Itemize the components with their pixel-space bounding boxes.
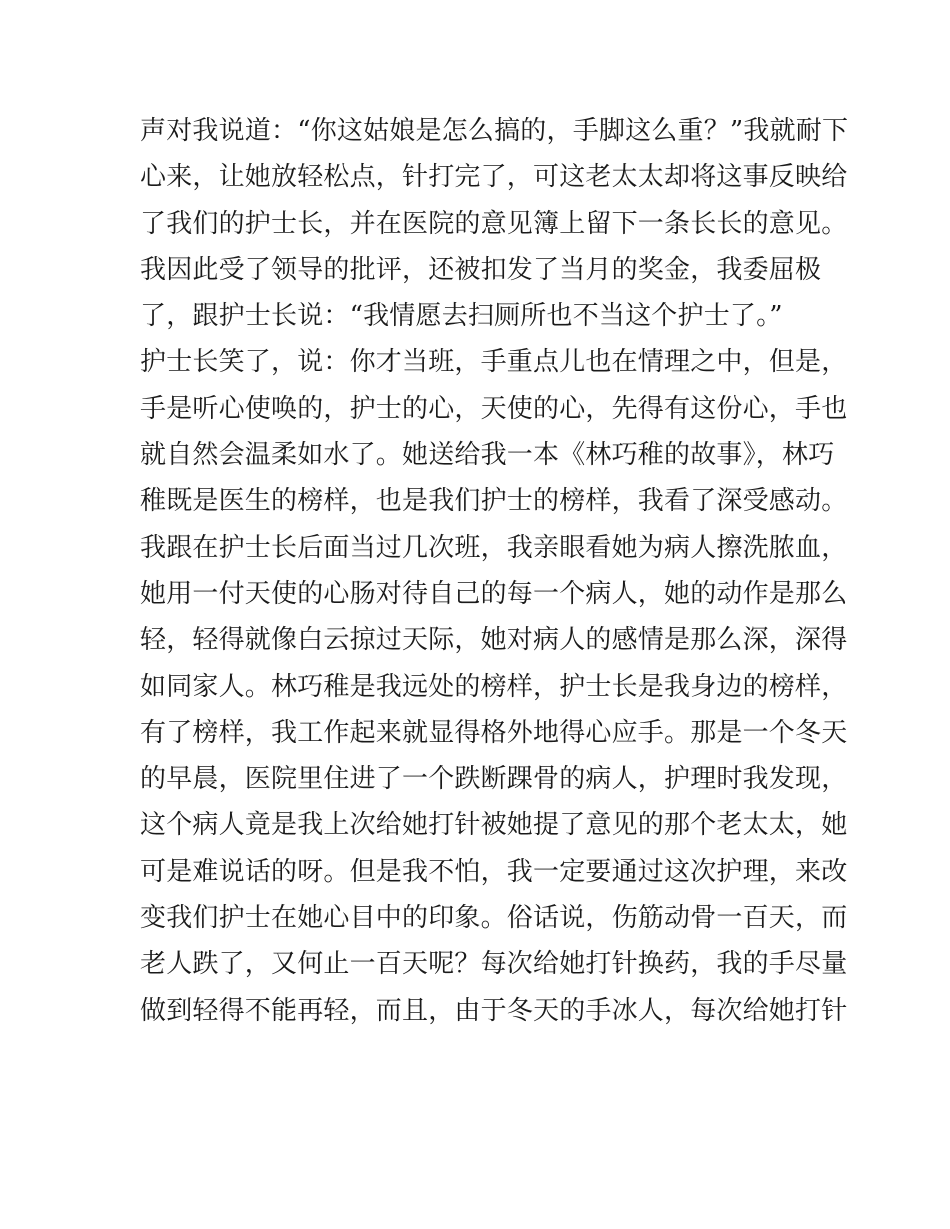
text-line-14: 有了榜样，我工作起来就显得格外地得心应手。那是一个冬天 xyxy=(140,717,848,748)
text-line-19: 老人跌了，又何止一百天呢？每次给她打针换药，我的手尽量 xyxy=(140,949,848,980)
text-line-16: 这个病人竟是我上次给她打针被她提了意见的那个老太太，她 xyxy=(140,810,848,841)
body-text xyxy=(140,108,849,1034)
text-line-7: 手是听心使唤的，护士的心，天使的心，先得有这份心，手也 xyxy=(140,393,848,424)
text-line-17: 可是难说话的呀。但是我不怕，我一定要通过这次护理，来改 xyxy=(140,856,848,887)
text-line-11: 她用一付天使的心肠对待自己的每一个病人，她的动作是那么 xyxy=(140,578,848,609)
text-line-1: 声对我说道：“你这姑娘是怎么搞的，手脚这么重？”我就耐下 xyxy=(140,116,849,146)
text-line-15: 的早晨，医院里住进了一个跌断踝骨的病人，护理时我发现， xyxy=(140,764,848,795)
text-line-8: 就自然会温柔如水了。她送给我一本《林巧稚的故事》，林巧 xyxy=(140,440,835,471)
text-line-12: 轻，轻得就像白云掠过天际，她对病人的感情是那么深，深得 xyxy=(140,625,848,656)
text-line-4: 我因此受了领导的批评，还被扣发了当月的奖金，我委屈极 xyxy=(140,254,822,285)
text-line-18: 变我们护士在她心目中的印象。俗话说，伤筋动骨一百天，而 xyxy=(140,903,848,934)
text-line-10: 我跟在护士长后面当过几次班，我亲眼看她为病人擦洗脓血， xyxy=(140,532,848,563)
text-line-5: 了，跟护士长说：“我情愿去扫厕所也不当这个护士了。” xyxy=(140,301,783,332)
text-line-3: 了我们的护士长，并在医院的意见簿上留下一条长长的意见。 xyxy=(140,208,848,239)
text-line-13: 如同家人。林巧稚是我远处的榜样，护士长是我身边的榜样， xyxy=(140,671,848,702)
text-line-9: 稚既是医生的榜样，也是我们护士的榜样，我看了深受感动。 xyxy=(140,486,848,517)
text-line-20: 做到轻得不能再轻，而且，由于冬天的手冰人，每次给她打针 xyxy=(140,995,848,1026)
text-line-6: 护士长笑了，说：你才当班，手重点儿也在情理之中，但是， xyxy=(140,347,848,378)
text-line-2: 心来，让她放轻松点，针打完了，可这老太太却将这事反映给 xyxy=(140,162,848,193)
